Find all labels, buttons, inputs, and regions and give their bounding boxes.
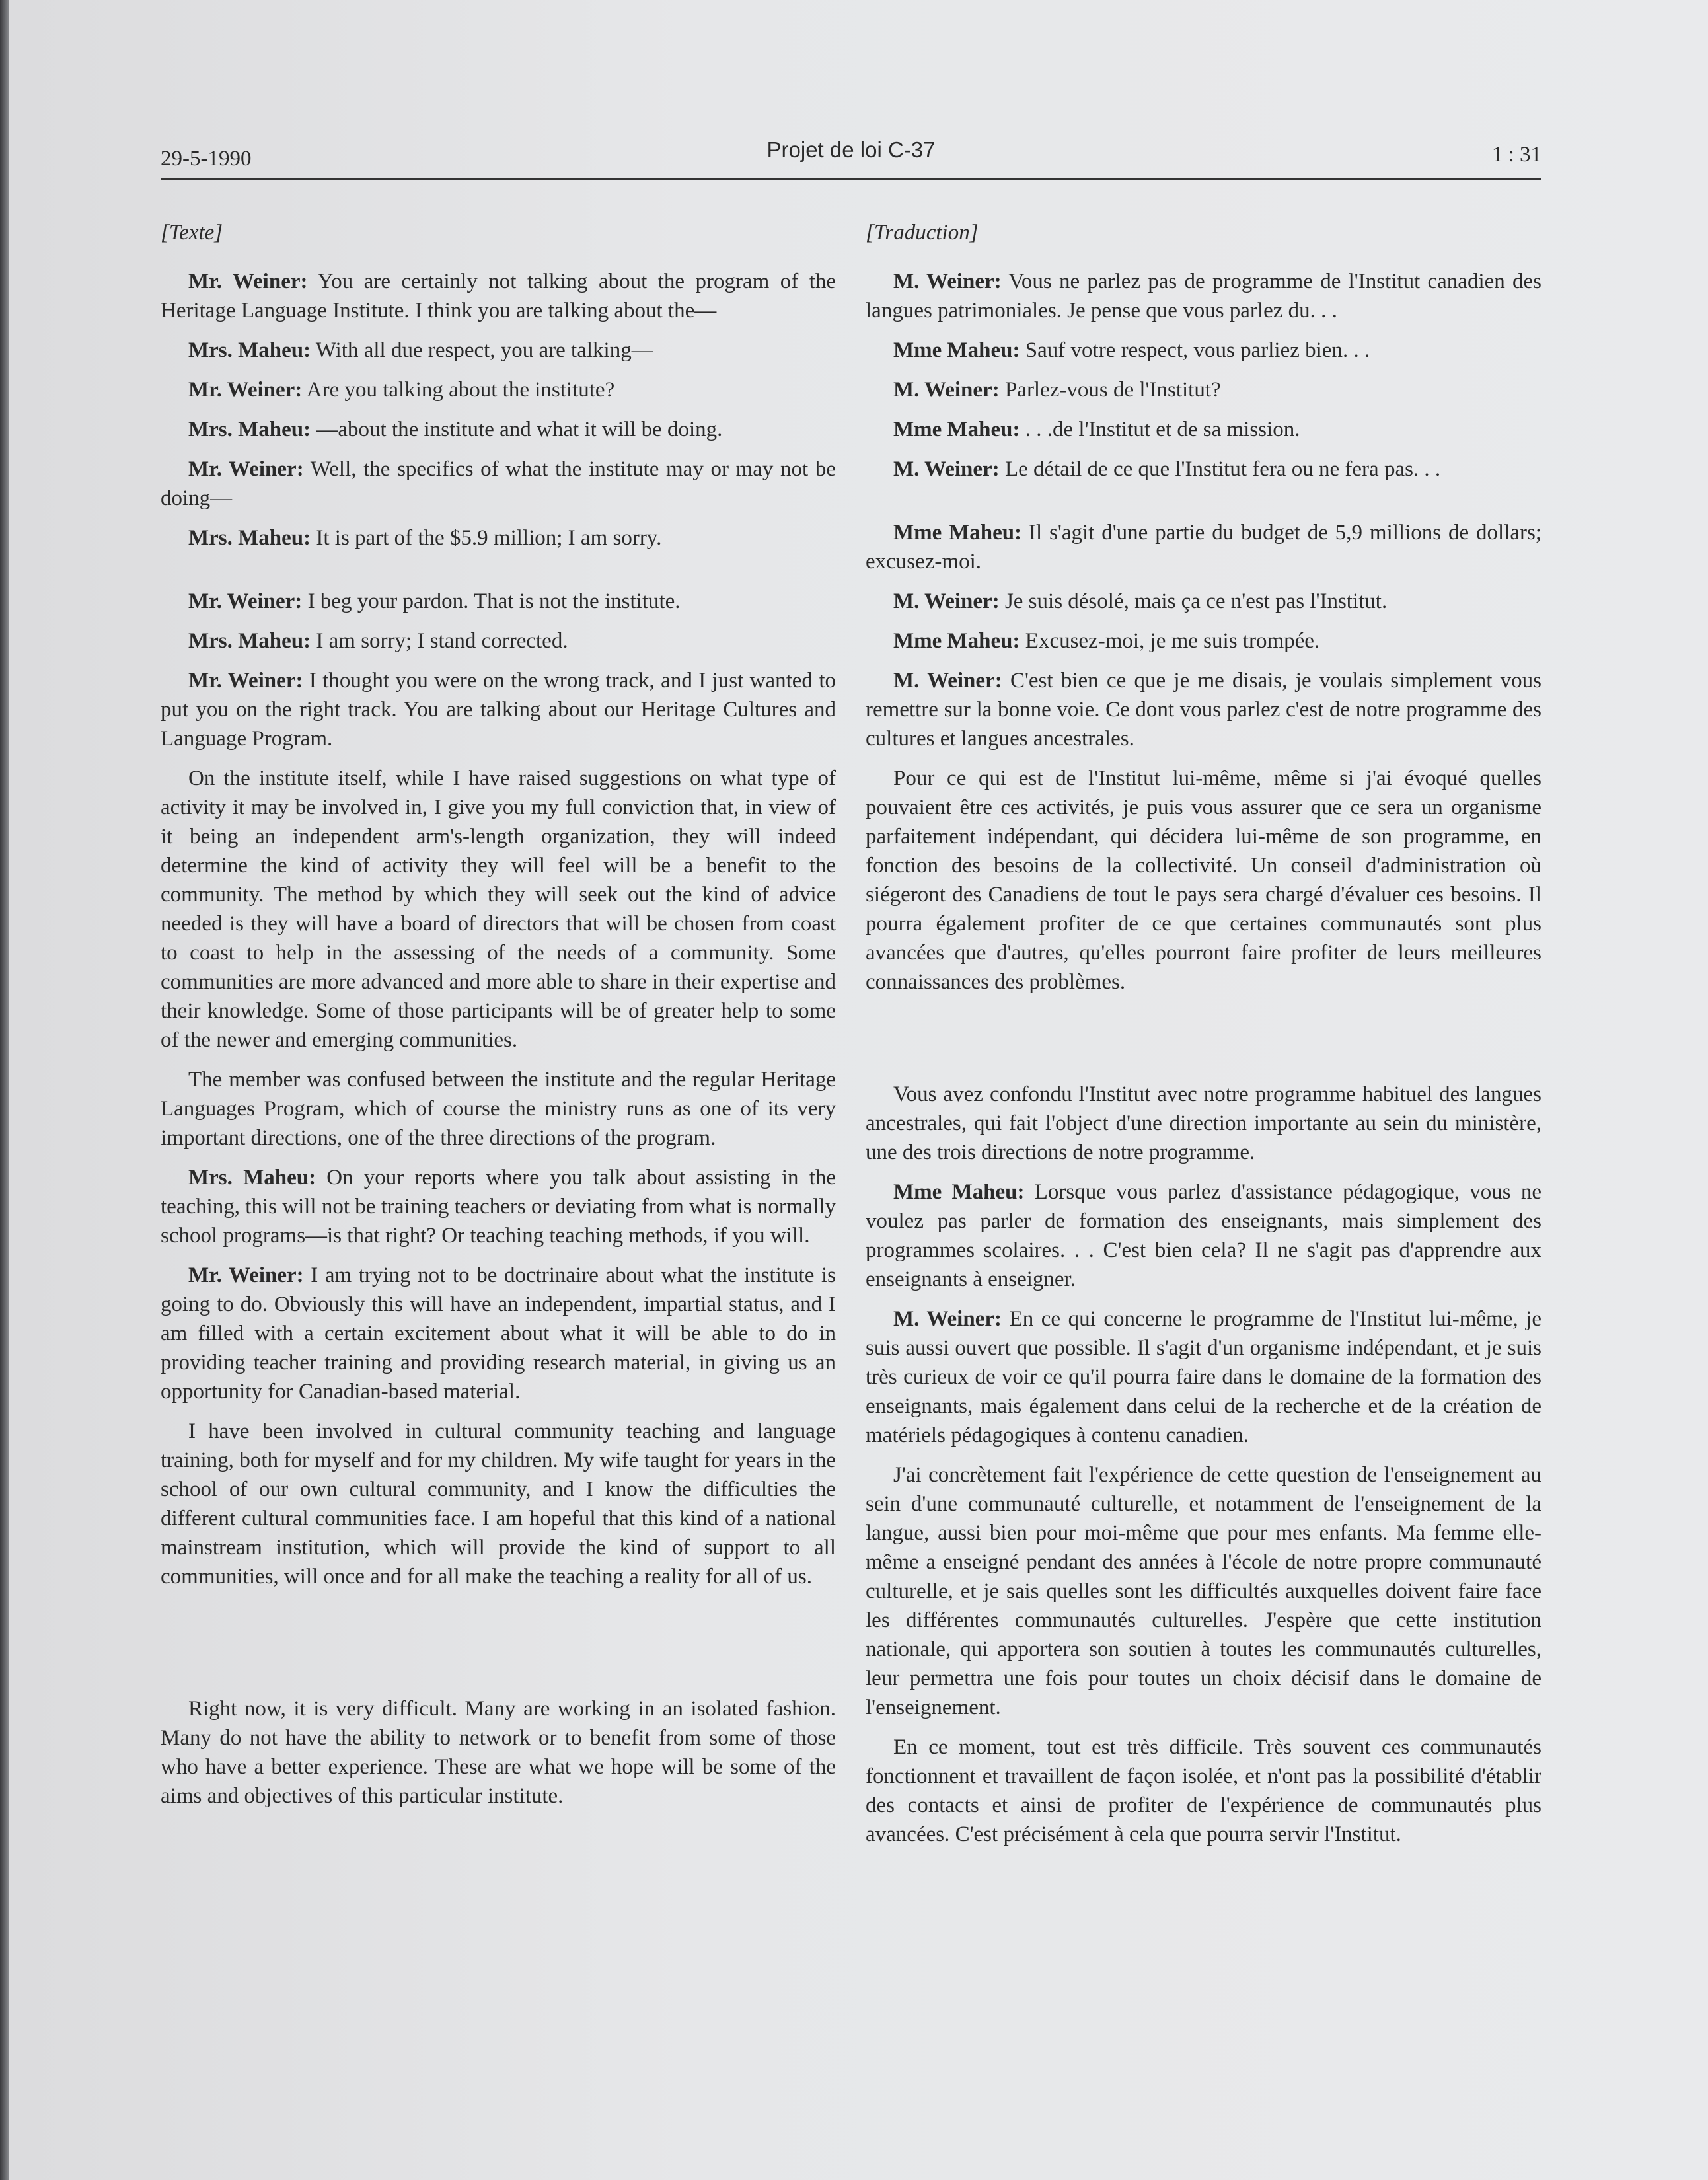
speech-text: Sauf votre respect, vous parliez bien. . . bbox=[1020, 338, 1370, 362]
speech-text: Il s'agit d'une partie du budget de 5,9 millions de dollars; excusez-moi. bbox=[866, 521, 1541, 574]
paragraph bbox=[161, 267, 836, 325]
spacer bbox=[866, 494, 1541, 518]
paragraph bbox=[161, 1261, 836, 1406]
paragraph bbox=[866, 1733, 1541, 1849]
speech-text: Vous avez confondu l'Institut avec notre programme habituel des langues ancestrales, qui fait l'object d'une direction importante au sein du ministère, une des trois directions de notre programme. bbox=[866, 1082, 1541, 1164]
paragraph bbox=[866, 1080, 1541, 1167]
speaker-name: M. Weiner: bbox=[893, 1307, 1002, 1331]
speech-text: It is part of the $5.9 million; I am sorry. bbox=[311, 526, 662, 550]
speech-text: . . .de l'Institut et de sa mission. bbox=[1020, 418, 1300, 441]
paragraph bbox=[161, 666, 836, 753]
paragraph bbox=[161, 764, 836, 1055]
speaker-name: M. Weiner: bbox=[893, 378, 1000, 402]
speech-text: I have been involved in cultural community teaching and language training, both for myself and for my children. My wife taught for years in the school of our own cultural community, and I know the difficulties the different cultural communities face. I am hopeful that this kind of a national mainstream institution, which will provide the kind of support to all communities, will once and for all make the teaching a reality for all of us. bbox=[161, 1419, 836, 1589]
speaker-name: Mrs. Maheu: bbox=[188, 1166, 316, 1189]
paragraph bbox=[866, 415, 1541, 444]
paragraph bbox=[866, 455, 1541, 484]
column-label-text: [Texte] bbox=[161, 221, 223, 244]
spacer bbox=[161, 563, 836, 587]
paragraph bbox=[161, 1065, 836, 1152]
speech-text: You are certainly not talking about the program of the Heritage Language Institute. I think you are talking about the— bbox=[161, 270, 836, 322]
speaker-name: Mme Maheu: bbox=[893, 338, 1020, 362]
paragraph bbox=[161, 1163, 836, 1250]
paragraph bbox=[161, 336, 836, 365]
speech-text: Lorsque vous parlez d'assistance pédagogique, vous ne voulez pas parler de formation des enseignants, mais simplement des programmes scolaires. . . C'est bien cela? Il ne s'agit pas d'apprendre aux enseignants à enseigner. bbox=[866, 1180, 1541, 1291]
paragraph bbox=[866, 1304, 1541, 1450]
english-column bbox=[161, 218, 836, 1821]
paragraph bbox=[866, 1178, 1541, 1294]
page-header bbox=[161, 137, 1541, 180]
speaker-name: M. Weiner: bbox=[893, 457, 1000, 481]
paragraph bbox=[866, 375, 1541, 404]
speech-text: I am sorry; I stand corrected. bbox=[311, 629, 568, 653]
speech-text: Je suis désolé, mais ça ce n'est pas l'Institut. bbox=[999, 589, 1388, 613]
speaker-name: M. Weiner: bbox=[893, 270, 1002, 293]
speaker-name: Mrs. Maheu: bbox=[188, 418, 311, 441]
paragraph bbox=[866, 1460, 1541, 1722]
speech-text: En ce qui concerne le programme de l'Institut lui-même, je suis aussi ouvert que possible. Il s'agit d'un organisme indépendant, et je suis très curieux de voir ce qu'il pourra faire dans le domaine de la formation des enseignants, mais également dans celui de la recherche et de la création de matériels pédagogiques à contenu canadien. bbox=[866, 1307, 1541, 1447]
speech-text: Pour ce qui est de l'Institut lui-même, même si j'ai évoqué quelles pouvaient être ces activités, je puis vous assurer que ce sera un organisme parfaitement indépendant, qui décidera lui-même de son programme, en fonction des besoins de la collectivité. Un conseil d'administration où siégeront des Canadiens de tout le pays sera chargé d'évaluer ces besoins. Il pourra également profiter de ce que certaines communautés sont plus avancées que d'autres, qu'elles pourront faire profiter de leurs meilleures connaissances des problèmes. bbox=[866, 767, 1541, 994]
speech-text: Are you talking about the institute? bbox=[302, 378, 615, 402]
speech-text: Le détail de ce que l'Institut fera ou ne fera pas. . . bbox=[999, 457, 1441, 481]
speaker-name: Mr. Weiner: bbox=[188, 589, 303, 613]
paragraph bbox=[866, 666, 1541, 753]
speech-text: —about the institute and what it will be doing. bbox=[311, 418, 723, 441]
header-title: Projet de loi C-37 bbox=[766, 137, 936, 162]
speaker-name: M. Weiner: bbox=[893, 589, 1000, 613]
speaker-name: Mr. Weiner: bbox=[188, 1263, 304, 1287]
speaker-name: Mme Maheu: bbox=[893, 1180, 1025, 1204]
paragraph bbox=[866, 764, 1541, 996]
speech-text: On your reports where you talk about assisting in the teaching, this will not be training teachers or deviating from what is normally school programs—is that right? Or teaching teaching methods, if you will. bbox=[161, 1166, 836, 1248]
column-label-text: [Traduction] bbox=[866, 221, 979, 244]
paragraph bbox=[161, 587, 836, 616]
paragraph bbox=[161, 626, 836, 656]
paragraph bbox=[866, 336, 1541, 365]
speech-text: J'ai concrètement fait l'expérience de cette question de l'enseignement au sein d'une communauté culturelle, et notamment de l'enseignement de la langue, aussi bien pour moi-même que pour mes enfants. Ma femme elle-même a enseigné pendant des années à l'école de notre propre communauté culturelle, et je sais quelles sont les difficultés auxquelles doivent faire face les différentes communautés culturelles. J'espère que cette institution nationale, qui apportera son soutien à toutes les communautés culturelles, leur permettra une fois pour toutes un choix décisif dans le domaine de l'enseignement. bbox=[866, 1463, 1541, 1719]
speech-text: Right now, it is very difficult. Many are working in an isolated fashion. Many do not have the ability to network or to benefit from some of those who have a better experience. These are what we hope will be some of the aims and objectives of this particular institute. bbox=[161, 1697, 836, 1808]
french-column bbox=[866, 218, 1541, 1860]
speech-text: Parlez-vous de l'Institut? bbox=[999, 378, 1221, 402]
paragraph bbox=[161, 375, 836, 404]
paragraph bbox=[866, 518, 1541, 576]
book-spine-edge bbox=[0, 0, 9, 2180]
paragraph bbox=[161, 523, 836, 552]
speech-text: I beg your pardon. That is not the institute. bbox=[302, 589, 681, 613]
paragraph bbox=[161, 415, 836, 444]
paragraph bbox=[161, 1417, 836, 1591]
speaker-name: Mr. Weiner: bbox=[188, 669, 303, 693]
paragraph bbox=[866, 267, 1541, 325]
speech-text: Well, the specifics of what the institute may or may not be doing— bbox=[161, 457, 836, 510]
speaker-name: Mrs. Maheu: bbox=[188, 526, 311, 550]
paragraph bbox=[866, 587, 1541, 616]
speech-text: On the institute itself, while I have raised suggestions on what type of activity it may be involved in, I give you my full conviction that, in view of it being an independent arm's-length organization, they will indeed determine the kind of activity they will feel will be a benefit to the community. The method by which they will seek out the kind of advice needed is they will have a board of directors that will be chosen from coast to coast to help in the assessing of the needs of a community. Some communities are more advanced and more able to share in their expertise and their knowledge. Some of those participants will be of greater help to some of the newer and emerging communities. bbox=[161, 767, 836, 1052]
speech-text: C'est bien ce que je me disais, je voulais simplement vous remettre sur la bonne voie. Ce dont vous parlez c'est de notre programme des cultures et langues ancestrales. bbox=[866, 669, 1541, 751]
speaker-name: Mrs. Maheu: bbox=[188, 629, 311, 653]
paragraph bbox=[161, 1694, 836, 1811]
speech-text: The member was confused between the institute and the regular Heritage Languages Program, which of course the ministry runs as one of its very important directions, one of the three directions of the program. bbox=[161, 1068, 836, 1150]
speaker-name: Mme Maheu: bbox=[893, 629, 1020, 653]
speaker-name: Mr. Weiner: bbox=[188, 270, 308, 293]
header-page-number: 1 : 31 bbox=[1491, 143, 1541, 167]
paragraph bbox=[866, 626, 1541, 656]
speech-text: Excusez-moi, je me suis trompée. bbox=[1020, 629, 1320, 653]
paragraph bbox=[161, 455, 836, 513]
speech-text: With all due respect, you are talking— bbox=[311, 338, 653, 362]
header-date: 29-5-1990 bbox=[161, 147, 252, 170]
speaker-name: Mme Maheu: bbox=[893, 418, 1020, 441]
speaker-name: Mr. Weiner: bbox=[188, 457, 304, 481]
speech-text: En ce moment, tout est très difficile. Très souvent ces communautés fonctionnent et travaillent de façon isolée, et n'ont pas la possibilité d'établir des contacts et ainsi de profiter de l'expérience de communautés plus avancées. C'est précisément à cela que pourra servir l'Institut. bbox=[866, 1735, 1541, 1846]
speech-text: I thought you were on the wrong track, and I just wanted to put you on the right track. You are talking about our Heritage Cultures and Language Program. bbox=[161, 669, 836, 751]
spacer bbox=[866, 1007, 1541, 1080]
speaker-name: Mme Maheu: bbox=[893, 521, 1022, 545]
speaker-name: M. Weiner: bbox=[893, 669, 1002, 693]
speaker-name: Mrs. Maheu: bbox=[188, 338, 311, 362]
speaker-name: Mr. Weiner: bbox=[188, 378, 303, 402]
spacer bbox=[161, 1602, 836, 1694]
speech-text: Vous ne parlez pas de programme de l'Institut canadien des langues patrimoniales. Je pense que vous parlez du. . . bbox=[866, 270, 1542, 322]
speech-text: I am trying not to be doctrinaire about what the institute is going to do. Obviously this will have an independent, impartial status, and I am filled with a certain excitement about what it will be able to do in providing teacher training and providing research material, in giving us an opportunity for Canadian-based material. bbox=[161, 1263, 836, 1404]
